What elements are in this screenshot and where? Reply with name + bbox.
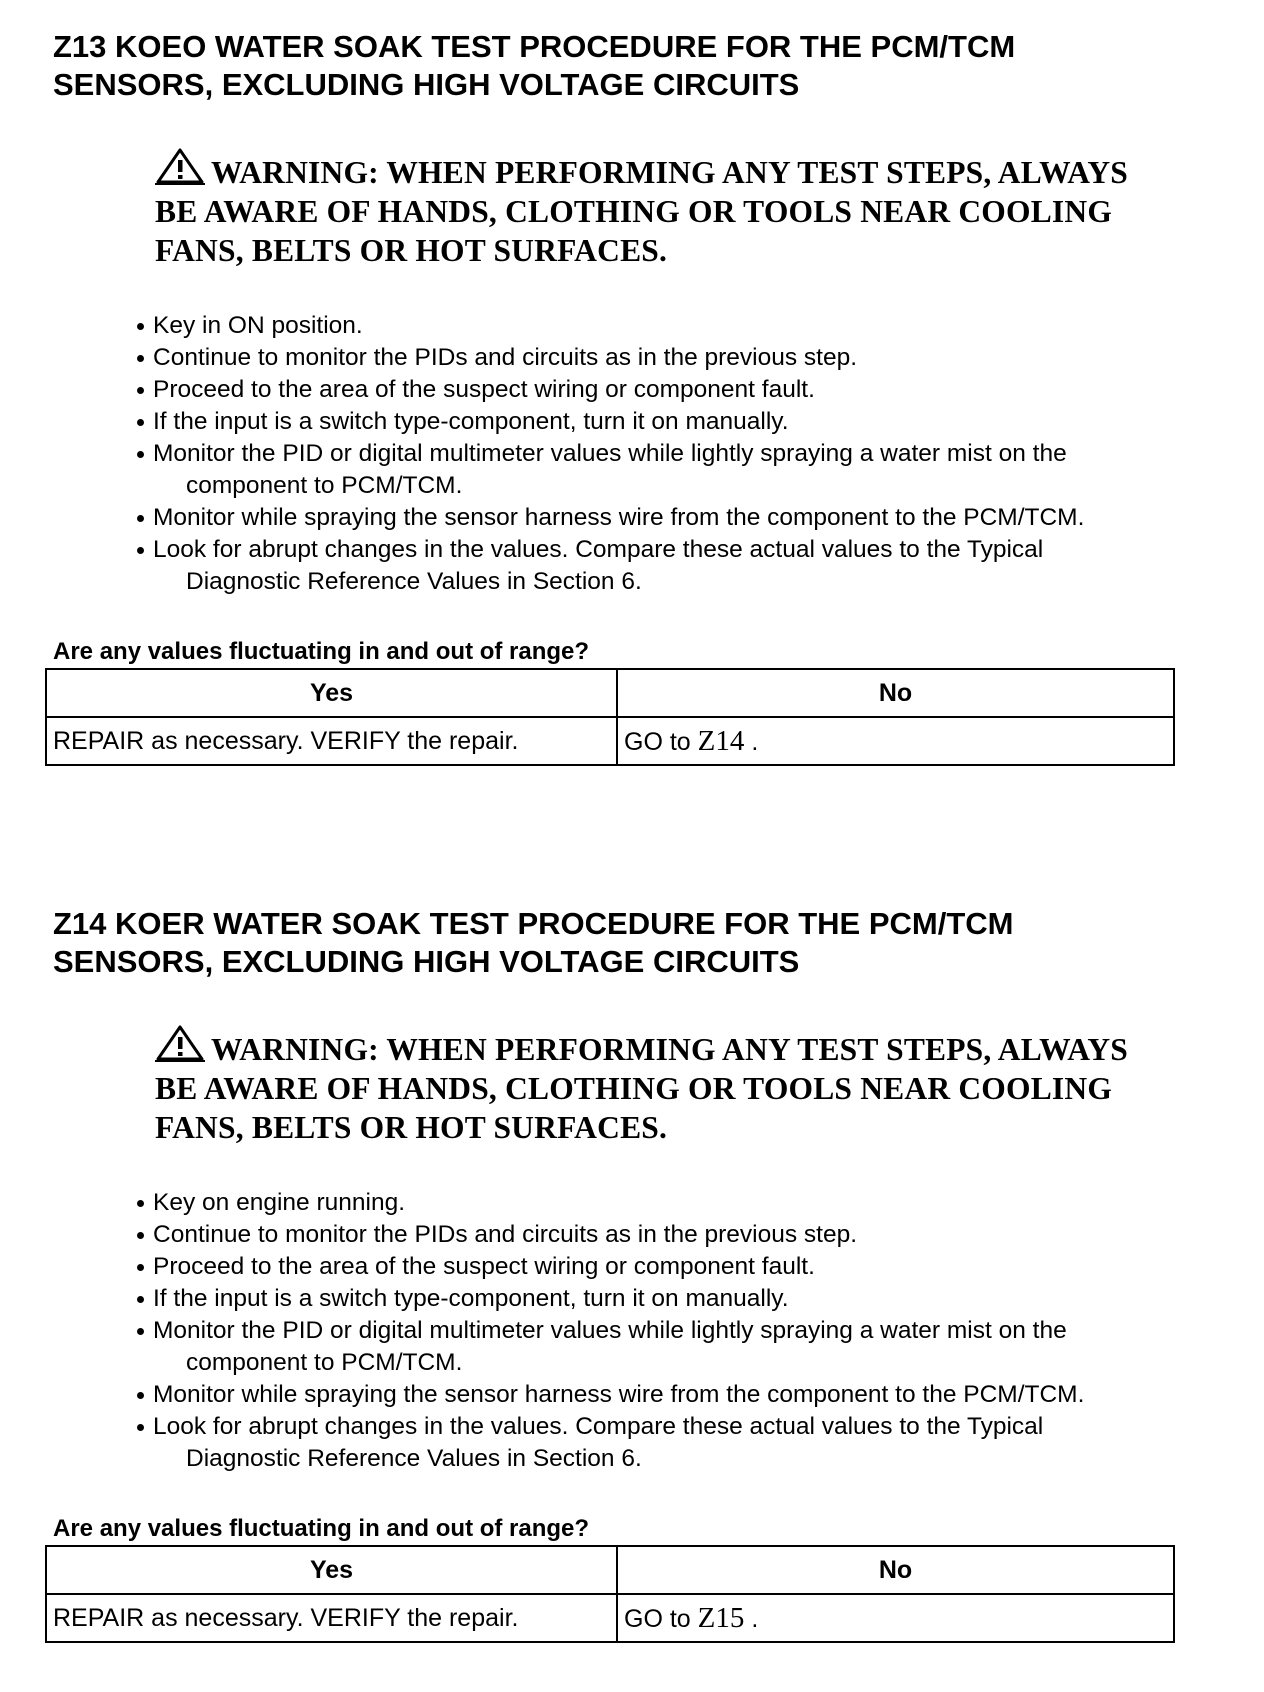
list-item [135,438,1245,502]
list-item [135,1251,1245,1283]
list-item [135,534,1245,598]
warning-line-2: BE AWARE OF HANDS, CLOTHING OR TOOLS NEAR COOLING [155,194,1113,229]
list-item [135,374,1245,406]
no-header: No [617,669,1174,717]
step-text: Monitor the PID or digital multimeter values while lightly spraying a water mist on the [153,1317,1067,1344]
step-text: Key on engine running. [153,1189,405,1216]
goto-prefix: GO to [624,1604,691,1633]
step-text: Look for abrupt changes in the values. Compare these actual values to the Typical [153,1413,1044,1440]
no-action [617,717,1174,765]
table-header-row [46,1546,1174,1594]
decision-question: Are any values fluctuating in and out of range? [53,1515,590,1542]
step-text-continued: Diagnostic Reference Values in Section 6. [186,568,642,595]
yes-header: Yes [46,669,617,717]
step-text: Look for abrupt changes in the values. Compare these actual values to the Typical [153,536,1044,563]
heading-line: Z14 KOER WATER SOAK TEST PROCEDURE FOR THE PCM/TCM [53,906,1014,941]
step-text: Monitor the PID or digital multimeter values while lightly spraying a water mist on the [153,440,1067,467]
procedure-steps [135,310,1245,598]
procedure-z13 [0,28,1264,766]
step-text: Continue to monitor the PIDs and circuits as in the previous step. [153,344,858,371]
warning-line-1 [155,148,1235,192]
decision-question: Are any values fluctuating in and out of range? [53,638,590,665]
warning-text: WARNING: WHEN PERFORMING ANY TEST STEPS, ALWAYS [211,155,1129,190]
step-text: Monitor while spraying the sensor harness wire from the component to the PCM/TCM. [153,504,1085,531]
step-text: Continue to monitor the PIDs and circuits as in the previous step. [153,1221,858,1248]
warning-line-3: FANS, BELTS OR HOT SURFACES. [155,1110,668,1145]
list-item [135,310,1245,342]
step-text-continued: component to PCM/TCM. [186,472,463,499]
table-row [46,1594,1174,1642]
warning-triangle-icon [155,148,205,186]
procedure-z14 [0,905,1264,1643]
procedure-steps [135,1187,1245,1475]
step-text: If the input is a switch type-component, turn it on manually. [153,408,789,435]
table-row [46,717,1174,765]
heading-line: SENSORS, EXCLUDING HIGH VOLTAGE CIRCUITS [53,944,800,979]
goto-suffix: . [751,727,759,756]
list-item [135,1315,1245,1379]
warning-block [155,148,1235,270]
warning-triangle-icon [155,1025,205,1063]
yes-header: Yes [46,1546,617,1594]
goto-link[interactable]: Z14 [697,724,745,757]
no-action [617,1594,1174,1642]
list-item [135,1219,1245,1251]
step-text-continued: component to PCM/TCM. [186,1349,463,1376]
table-header-row [46,669,1174,717]
list-item [135,342,1245,374]
list-item [135,1411,1245,1475]
procedure-heading [53,28,1203,104]
step-text: Key in ON position. [153,312,363,339]
step-text-continued: Diagnostic Reference Values in Section 6. [186,1445,642,1472]
step-text: Proceed to the area of the suspect wiring or component fault. [153,1253,815,1280]
decision-table [45,1545,1175,1643]
list-item [135,502,1245,534]
heading-line: Z13 KOEO WATER SOAK TEST PROCEDURE FOR THE PCM/TCM [53,29,1016,64]
heading-line: SENSORS, EXCLUDING HIGH VOLTAGE CIRCUITS [53,67,800,102]
goto-link[interactable]: Z15 [697,1601,745,1634]
goto-prefix: GO to [624,727,691,756]
warning-block [155,1025,1235,1147]
step-text: If the input is a switch type-component, turn it on manually. [153,1285,789,1312]
warning-line-1 [155,1025,1235,1069]
decision-table [45,668,1175,766]
warning-line-2: BE AWARE OF HANDS, CLOTHING OR TOOLS NEAR COOLING [155,1071,1113,1106]
list-item [135,1187,1245,1219]
goto-suffix: . [751,1604,759,1633]
list-item [135,1379,1245,1411]
step-text: Monitor while spraying the sensor harness wire from the component to the PCM/TCM. [153,1381,1085,1408]
step-text: Proceed to the area of the suspect wiring or component fault. [153,376,815,403]
no-header: No [617,1546,1174,1594]
list-item [135,1283,1245,1315]
yes-action: REPAIR as necessary. VERIFY the repair. [46,1594,617,1642]
procedure-heading [53,905,1203,981]
warning-line-3: FANS, BELTS OR HOT SURFACES. [155,233,668,268]
list-item [135,406,1245,438]
yes-action: REPAIR as necessary. VERIFY the repair. [46,717,617,765]
warning-text: WARNING: WHEN PERFORMING ANY TEST STEPS, ALWAYS [211,1032,1129,1067]
